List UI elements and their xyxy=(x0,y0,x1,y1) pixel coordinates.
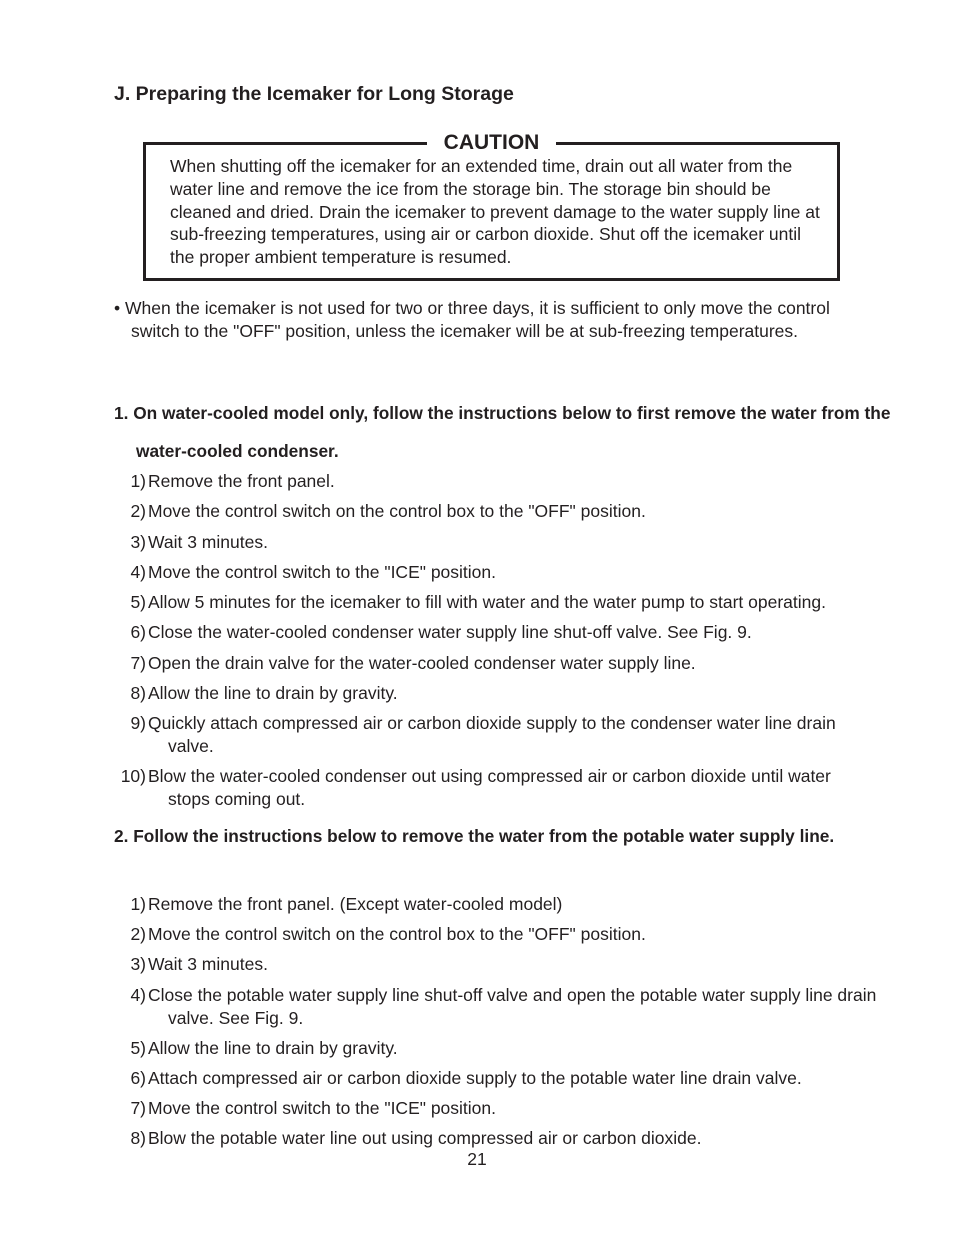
item-text: Move the control switch to the "ICE" position. xyxy=(148,1098,497,1118)
item-number: 5) xyxy=(130,1038,146,1058)
caution-text: When shutting off the icemaker for an extended time, drain out all water from the water line and remove the ice from the storage bin. The storage bin should be cleaned and dried. Drain the icemaker to prevent damage to the water supply line at sub-freezing temperatures, using air or carbon dioxide. Shut off the icemaker until the proper ambient temperature is resumed. xyxy=(170,156,820,268)
item-text: Blow the water-cooled condenser out using compressed air or carbon dioxide until water stops coming out. xyxy=(148,766,831,809)
list-item xyxy=(114,561,898,584)
item-text: Move the control switch to the "ICE" position. xyxy=(148,562,497,582)
item-text: Open the drain valve for the water-cooled condenser water supply line. xyxy=(148,653,696,673)
caution-top-rule-left xyxy=(143,142,427,145)
list-item xyxy=(114,470,898,493)
item-number: 8) xyxy=(130,1128,146,1148)
item-text: Quickly attach compressed air or carbon dioxide supply to the condenser water line drain valve. xyxy=(148,713,836,756)
list-item xyxy=(114,621,898,644)
page-number: 21 xyxy=(467,1149,487,1169)
step1-heading: 1. On water-cooled model only, follow the instructions below to first remove the water from the water-cooled condenser. xyxy=(114,403,891,461)
item-number: 4) xyxy=(130,562,146,582)
item-number: 1) xyxy=(130,471,146,491)
list-item xyxy=(114,893,898,916)
item-text: Allow 5 minutes for the icemaker to fill with water and the water pump to start operating. xyxy=(148,592,826,612)
item-number: 10) xyxy=(120,766,146,786)
caution-top-rule-right xyxy=(556,142,840,145)
item-number: 6) xyxy=(130,622,146,642)
item-number: 2) xyxy=(130,924,146,944)
item-text: Wait 3 minutes. xyxy=(148,954,268,974)
bullet-note: • When the icemaker is not used for two or three days, it is sufficient to only move the control switch to the "OFF" position, unless the icemaker will be at sub-freezing temperatures. xyxy=(114,298,830,341)
list-item xyxy=(114,1037,898,1060)
item-number: 3) xyxy=(130,532,146,552)
list-item xyxy=(114,682,898,705)
item-number: 4) xyxy=(130,985,146,1005)
item-text: Attach compressed air or carbon dioxide supply to the potable water line drain valve. xyxy=(148,1068,802,1088)
item-text: Close the water-cooled condenser water supply line shut-off valve. See Fig. 9. xyxy=(148,622,752,642)
list-item xyxy=(114,923,898,946)
list-item xyxy=(114,591,928,614)
list-item xyxy=(114,1097,898,1120)
list-item xyxy=(114,531,898,554)
item-number: 1) xyxy=(130,894,146,914)
item-number: 7) xyxy=(130,653,146,673)
item-number: 5) xyxy=(130,592,146,612)
item-text: Remove the front panel. xyxy=(148,471,335,491)
item-number: 2) xyxy=(130,501,146,521)
item-text: Wait 3 minutes. xyxy=(148,532,268,552)
item-number: 3) xyxy=(130,954,146,974)
item-text: Move the control switch on the control box to the "OFF" position. xyxy=(148,924,646,944)
item-number: 8) xyxy=(130,683,146,703)
item-number: 6) xyxy=(130,1068,146,1088)
section-title: J. Preparing the Icemaker for Long Storage xyxy=(114,83,514,105)
item-text: Blow the potable water line out using compressed air or carbon dioxide. xyxy=(148,1128,702,1148)
item-number: 9) xyxy=(130,713,146,733)
list-item xyxy=(114,953,898,976)
list-item xyxy=(114,984,888,1030)
item-text: Allow the line to drain by gravity. xyxy=(148,1038,398,1058)
item-text: Remove the front panel. (Except water-cooled model) xyxy=(148,894,563,914)
item-text: Allow the line to drain by gravity. xyxy=(148,683,398,703)
item-number: 7) xyxy=(130,1098,146,1118)
item-text: Close the potable water supply line shut-off valve and open the potable water supply line drain valve. See Fig. 9. xyxy=(148,985,877,1028)
list-item xyxy=(114,765,868,811)
caution-label: CAUTION xyxy=(443,131,540,154)
list-item xyxy=(114,500,898,523)
list-item xyxy=(114,712,868,758)
item-text: Move the control switch on the control box to the "OFF" position. xyxy=(148,501,646,521)
step2-heading: 2. Follow the instructions below to remove the water from the potable water supply line. xyxy=(114,826,835,846)
list-item xyxy=(114,1067,908,1090)
list-item xyxy=(114,1127,898,1150)
list-item xyxy=(114,652,898,675)
